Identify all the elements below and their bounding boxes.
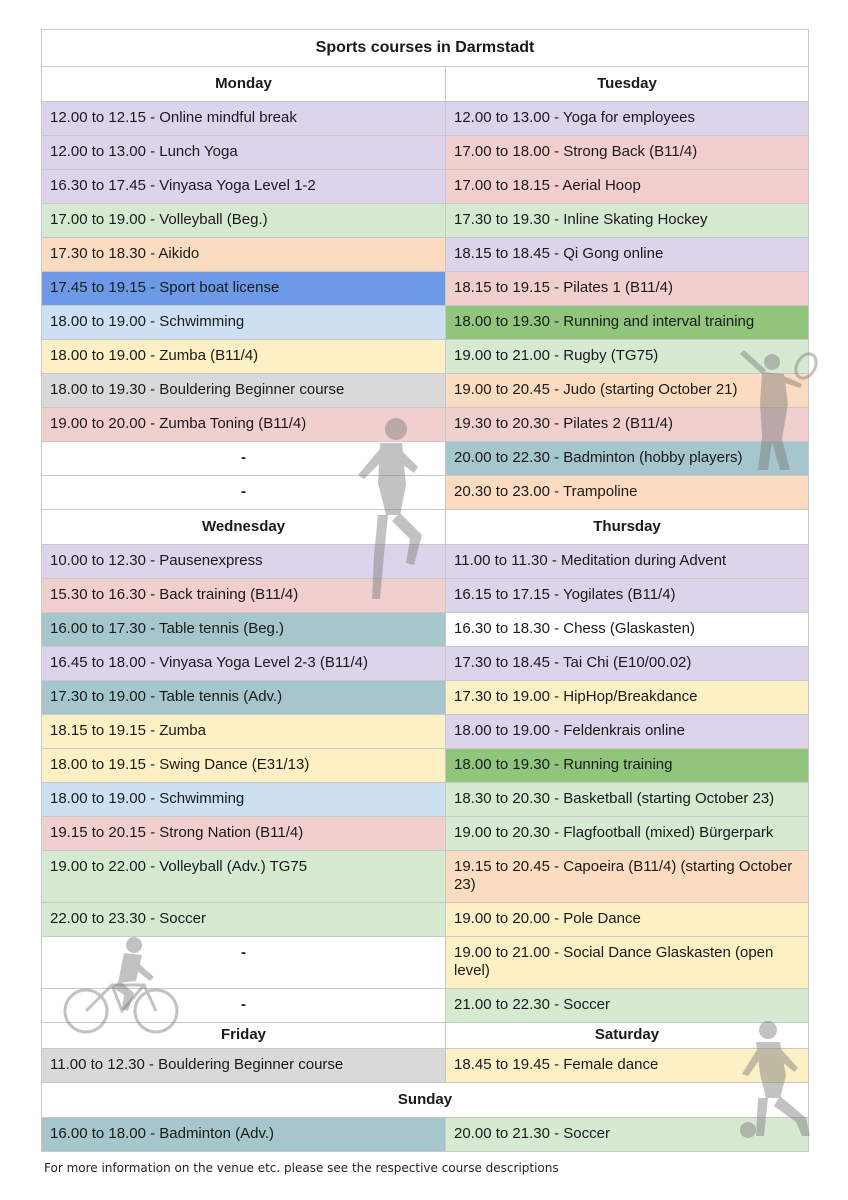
course-cell: 18.00 to 19.00 - Schwimming: [42, 783, 446, 817]
course-cell: 17.30 to 18.30 - Aikido: [42, 238, 446, 272]
day-header-monday: Monday: [42, 67, 446, 102]
course-cell: 10.00 to 12.30 - Pausenexpress: [42, 545, 446, 579]
course-cell: 22.00 to 23.30 - Soccer: [42, 903, 446, 937]
course-cell: 19.15 to 20.15 - Strong Nation (B11/4): [42, 817, 446, 851]
course-cell: 12.00 to 12.15 - Online mindful break: [42, 102, 446, 136]
course-cell: 16.30 to 18.30 - Chess (Glaskasten): [446, 613, 809, 647]
day-header-tuesday: Tuesday: [446, 67, 809, 102]
course-cell: 19.00 to 20.00 - Zumba Toning (B11/4): [42, 408, 446, 442]
day-header-friday: Friday: [42, 1023, 446, 1049]
course-cell: 19.00 to 20.00 - Pole Dance: [446, 903, 809, 937]
course-cell: 16.45 to 18.00 - Vinyasa Yoga Level 2-3 (B11/4): [42, 647, 446, 681]
course-cell: 18.00 to 19.00 - Schwimming: [42, 306, 446, 340]
course-cell: 17.00 to 18.00 - Strong Back (B11/4): [446, 136, 809, 170]
empty-cell: -: [42, 442, 446, 476]
page-title: Sports courses in Darmstadt: [42, 30, 809, 67]
course-cell: 12.00 to 13.00 - Lunch Yoga: [42, 136, 446, 170]
course-cell: 17.00 to 19.00 - Volleyball (Beg.): [42, 204, 446, 238]
empty-cell: -: [42, 937, 446, 989]
course-cell: 18.15 to 19.15 - Pilates 1 (B11/4): [446, 272, 809, 306]
empty-cell: -: [42, 476, 446, 510]
course-cell: 19.15 to 20.45 - Capoeira (B11/4) (starting October 23): [446, 851, 809, 903]
course-cell: 19.00 to 21.00 - Social Dance Glaskasten (open level): [446, 937, 809, 989]
course-cell: 19.00 to 22.00 - Volleyball (Adv.) TG75: [42, 851, 446, 903]
day-header-wednesday: Wednesday: [42, 510, 446, 545]
course-cell: 18.00 to 19.30 - Bouldering Beginner course: [42, 374, 446, 408]
course-cell: 17.30 to 19.30 - Inline Skating Hockey: [446, 204, 809, 238]
course-cell: 21.00 to 22.30 - Soccer: [446, 989, 809, 1023]
day-header-sunday: Sunday: [42, 1083, 809, 1118]
course-cell: 19.00 to 20.45 - Judo (starting October 21): [446, 374, 809, 408]
footnote: For more information on the venue etc. please see the respective course descriptions: [44, 1161, 559, 1175]
course-cell: 12.00 to 13.00 - Yoga for employees: [446, 102, 809, 136]
course-cell: 16.30 to 17.45 - Vinyasa Yoga Level 1-2: [42, 170, 446, 204]
course-cell: 17.30 to 19.00 - Table tennis (Adv.): [42, 681, 446, 715]
course-cell: 17.45 to 19.15 - Sport boat license: [42, 272, 446, 306]
course-cell: 18.30 to 20.30 - Basketball (starting October 23): [446, 783, 809, 817]
course-cell: 18.00 to 19.00 - Feldenkrais online: [446, 715, 809, 749]
course-cell: 11.00 to 11.30 - Meditation during Advent: [446, 545, 809, 579]
empty-cell: -: [42, 989, 446, 1023]
course-cell: 18.00 to 19.30 - Running and interval training: [446, 306, 809, 340]
course-cell: 18.00 to 19.30 - Running training: [446, 749, 809, 783]
course-cell: 11.00 to 12.30 - Bouldering Beginner course: [42, 1049, 446, 1083]
course-cell: 17.00 to 18.15 - Aerial Hoop: [446, 170, 809, 204]
course-cell: 20.30 to 23.00 - Trampoline: [446, 476, 809, 510]
course-cell: 18.15 to 19.15 - Zumba: [42, 715, 446, 749]
course-cell: 16.00 to 18.00 - Badminton (Adv.): [42, 1118, 446, 1152]
course-cell: 18.15 to 18.45 - Qi Gong online: [446, 238, 809, 272]
course-cell: 16.00 to 17.30 - Table tennis (Beg.): [42, 613, 446, 647]
course-cell: 19.30 to 20.30 - Pilates 2 (B11/4): [446, 408, 809, 442]
course-cell: 19.00 to 21.00 - Rugby (TG75): [446, 340, 809, 374]
course-cell: 18.45 to 19.45 - Female dance: [446, 1049, 809, 1083]
day-header-thursday: Thursday: [446, 510, 809, 545]
course-cell: 20.00 to 21.30 - Soccer: [446, 1118, 809, 1152]
course-cell: 20.00 to 22.30 - Badminton (hobby players): [446, 442, 809, 476]
course-cell: 18.00 to 19.00 - Zumba (B11/4): [42, 340, 446, 374]
course-cell: 16.15 to 17.15 - Yogilates (B11/4): [446, 579, 809, 613]
course-cell: 18.00 to 19.15 - Swing Dance (E31/13): [42, 749, 446, 783]
course-cell: 17.30 to 18.45 - Tai Chi (E10/00.02): [446, 647, 809, 681]
course-cell: 17.30 to 19.00 - HipHop/Breakdance: [446, 681, 809, 715]
day-header-saturday: Saturday: [446, 1023, 809, 1049]
course-cell: 15.30 to 16.30 - Back training (B11/4): [42, 579, 446, 613]
course-cell: 19.00 to 20.30 - Flagfootball (mixed) Bürgerpark: [446, 817, 809, 851]
schedule-table: [41, 29, 809, 1152]
